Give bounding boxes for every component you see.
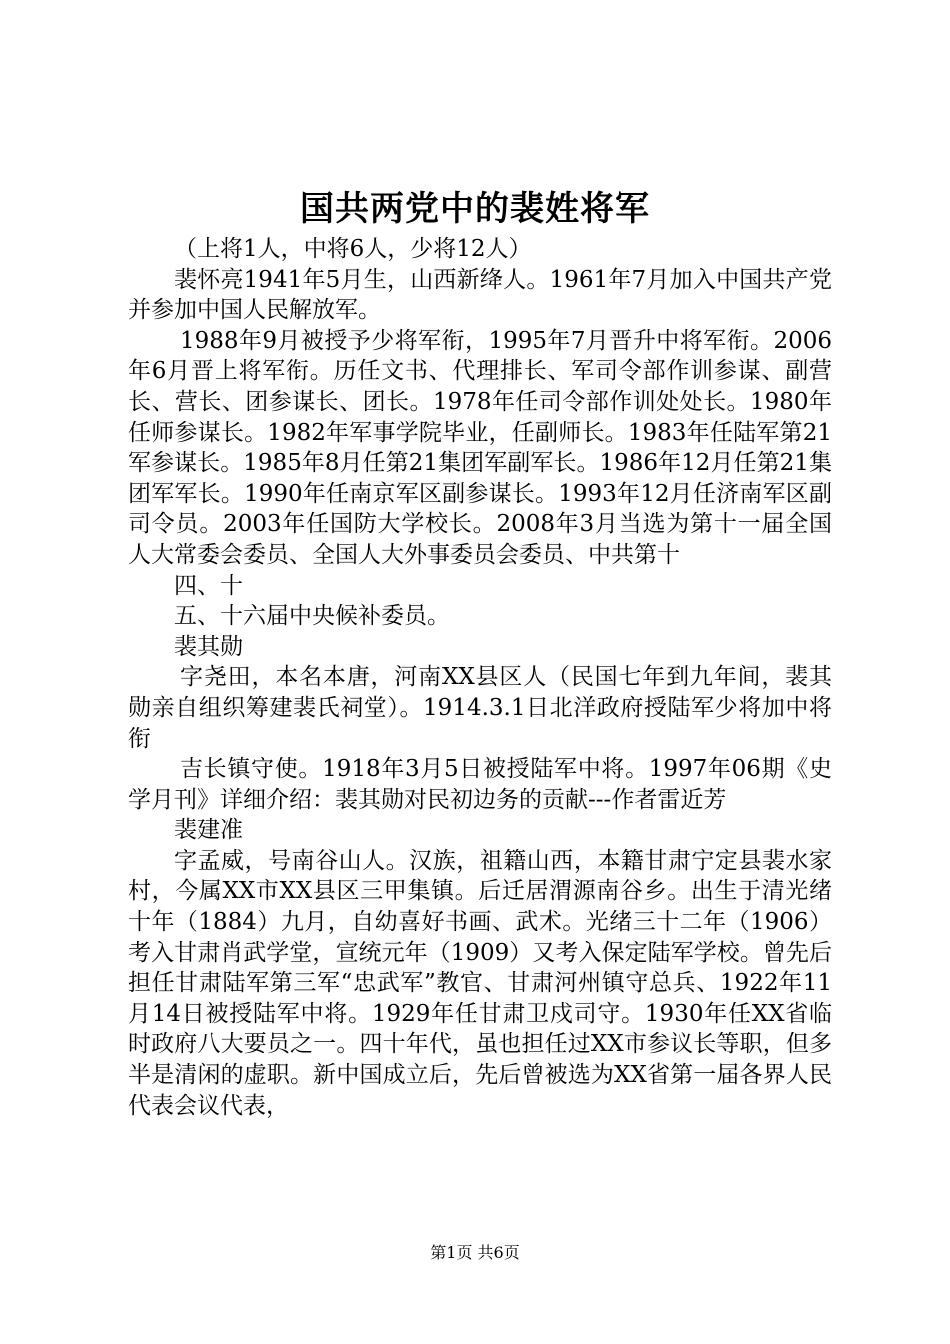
document-body (128, 234, 832, 1121)
paragraph-pei-qixun-intro: 字尧田，本名本唐，河南XX县区人（民国七年到九年间，裴其勋亲自组织筹建裴氏祠堂）。1914.3.1日北洋政府授陆军少将加中将衔 (128, 664, 832, 752)
paragraph-pei-huailiang-career: 1988年9月被授予少将军衔，1995年7月晋升中将军衔。2006年6月晋上将军衔。历任文书、代理排长、军司令部作训参谋、副营长、营长、团参谋长、团长。1978年任司令部作训处处长。1980年任师参谋长。1982年军事学院毕业，任副师长。1983年任陆军第21军参谋长。1985年8月任第21集团军副军长。1986年12月任第21集团军军长。1990年任南京军区副参谋长。1993年12月任济南军区副司令员。2003年任国防大学校长。2008年3月当选为第十一届全国人大常委会委员、全国人大外事委员会委员、中共第十 (128, 327, 832, 568)
heading-pei-qixun: 裴其勋 (174, 633, 243, 660)
paragraph-fragment-1: 四、十 (174, 572, 243, 599)
page-footer: 第1页 共6页 (430, 1243, 520, 1262)
paragraph-pei-qixun-career: 吉长镇守使。1918年3月5日被授陆军中将。1997年06期《史学月刊》详细介绍：裴其勋对民初边务的贡献---作者雷近芳 (128, 756, 832, 813)
heading-pei-jianzhun: 裴建准 (174, 817, 243, 844)
paragraph-rank-summary: （上将1人，中将6人，少将12人） (174, 236, 532, 262)
paragraph-pei-huailiang-intro: 裴怀亮1941年5月生，山西新绛人。1961年7月加入中国共产党并参加中国人民解放军。 (128, 266, 832, 324)
paragraph-pei-jianzhun-bio: 字孟威，号南谷山人。汉族，祖籍山西，本籍甘肃宁定县裴水家村，今属XX市XX县区三甲集镇。后迁居渭源南谷乡。出生于清光绪十年（1884）九月，自幼喜好书画、武术。光绪三十二年（1906）考入甘肃肖武学堂，宣统元年（1909）又考入保定陆军学校。曾先后担任甘肃陆军第三军“忠武军”教官、甘肃河州镇守总兵、1922年11月14日被授陆军中将。1929年任甘肃卫戍司守。1930年任XX省临时政府八大要员之一。四十年代，虽也担任过XX市参议长等职，但多半是清闲的虚职。新中国成立后，先后曾被选为XX省第一届各界人民代表会议代表， (128, 847, 832, 1119)
document-title: 国共两党中的裴姓将军 (300, 189, 650, 229)
paragraph-fragment-2: 五、十六届中央候补委员。 (174, 603, 450, 630)
